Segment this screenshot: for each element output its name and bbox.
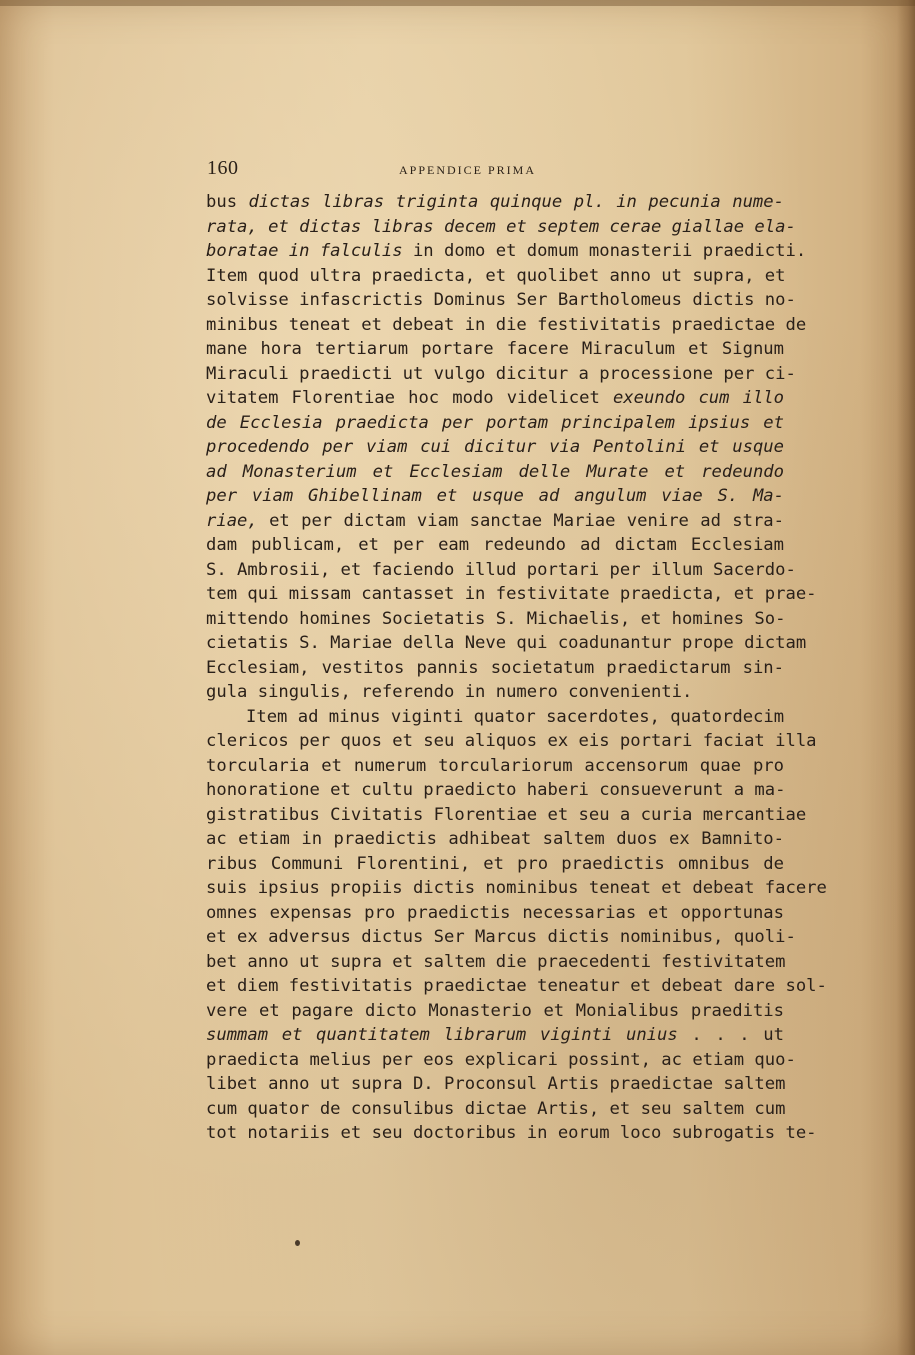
text-line xyxy=(206,460,784,485)
text-line xyxy=(206,607,784,632)
text-segment: clericos per quos et seu aliquos ex eis portari faciat illa xyxy=(206,731,817,751)
text-line xyxy=(206,1048,796,1073)
text-line xyxy=(206,901,784,926)
text-segment: minibus teneat et debeat in die festivitatis praedictae de xyxy=(206,314,807,335)
italic-segment: per viam Ghibellinam et usque ad angulum viae S. Ma- xyxy=(206,486,784,506)
text-line xyxy=(206,386,784,411)
text-line xyxy=(206,1072,784,1097)
italic-segment: procedendo per viam cui dicitur via Pentolini et usque xyxy=(206,437,784,457)
text-line xyxy=(206,288,796,313)
text-line xyxy=(206,313,807,338)
text-segment: cum quator de consulibus dictae Artis, et seu saltem cum xyxy=(206,1098,786,1119)
text-line xyxy=(206,215,796,240)
text-segment: omnes expensas pro praedictis necessarias et opportunas xyxy=(206,902,784,923)
text-segment: in domo et domum monasterii praedicti. xyxy=(402,241,807,261)
text-line xyxy=(206,1121,817,1146)
text-line xyxy=(206,362,796,387)
text-line xyxy=(206,999,784,1024)
text-segment: gula singulis, referendo in numero convenienti. xyxy=(206,682,693,702)
text-segment: tot notariis et seu doctoribus in eorum loco subrogatis te- xyxy=(206,1123,817,1143)
text-segment: solvisse infascrictis Dominus Ser Bartholomeus dictis no- xyxy=(206,290,796,310)
italic-segment: rata, et dictas libras decem et septem cerae giallae ela- xyxy=(206,216,796,237)
text-segment: suis ipsius propiis dictis nominibus teneat et debeat facere xyxy=(206,878,827,898)
italic-segment: boratae in falculis xyxy=(206,241,403,261)
text-line xyxy=(206,264,784,289)
text-line xyxy=(206,435,784,460)
paper-speck xyxy=(295,1240,300,1246)
text-segment: tem qui missam cantasset in festivitate praedicta, et prae- xyxy=(206,584,817,604)
text-segment: honoratione et cultu praedicto haberi consueverunt a ma- xyxy=(206,780,786,800)
text-line xyxy=(206,925,796,950)
text-line xyxy=(206,1097,784,1122)
text-line xyxy=(206,411,784,436)
page-top-edge xyxy=(0,0,915,6)
text-line xyxy=(206,484,784,509)
italic-segment: summam et quantitatem librarum viginti unius xyxy=(206,1025,678,1045)
text-line xyxy=(206,729,817,754)
page-spine-edge xyxy=(897,0,915,1355)
text-line xyxy=(206,509,784,534)
italic-segment: riae, xyxy=(206,510,258,531)
text-segment: et per dictam viam sanctae Mariae venire ad stra- xyxy=(257,510,784,531)
italic-segment: dictas libras triginta quinque pl. in pecunia nume- xyxy=(248,192,784,212)
text-segment: Item quod ultra praedicta, et quolibet anno ut supra, et xyxy=(206,265,786,286)
text-line xyxy=(206,852,784,877)
page-number: 160 xyxy=(207,157,239,179)
text-line xyxy=(206,705,784,730)
text-segment: gistratibus Civitatis Florentiae et seu a curia mercantiae xyxy=(206,804,807,825)
text-line xyxy=(206,876,827,901)
text-segment: mane hora tertiarum portare facere Miraculum et Signum xyxy=(206,339,784,359)
text-segment: praedicta melius per eos explicari possint, ac etiam quo- xyxy=(206,1049,796,1070)
text-line xyxy=(206,631,807,656)
text-line xyxy=(206,533,784,558)
text-segment: bet anno ut supra et saltem die praecedenti festivitatem xyxy=(206,951,786,972)
text-segment: Miraculi praedicti ut vulgo dicitur a processione per ci- xyxy=(206,363,796,384)
text-line xyxy=(206,190,784,215)
text-line xyxy=(206,950,784,975)
italic-segment: exeundo cum illo xyxy=(612,388,784,408)
text-segment: Item ad minus viginti quator sacerdotes, quatordecim xyxy=(246,706,785,727)
text-segment: bus xyxy=(206,192,249,212)
text-segment: vere et pagare dicto Monasterio et Monialibus praeditis xyxy=(206,1000,784,1021)
running-title: APPENDICE PRIMA xyxy=(399,163,537,177)
text-line xyxy=(206,337,784,362)
text-segment: ac etiam in praedictis adhibeat saltem duos ex Bamnito- xyxy=(206,829,784,849)
text-line xyxy=(206,778,784,803)
text-line xyxy=(206,974,827,999)
text-line xyxy=(206,754,784,779)
text-segment: et ex adversus dictus Ser Marcus dictis nominibus, quoli- xyxy=(206,927,796,947)
text-segment: . . . ut xyxy=(677,1025,784,1045)
text-line xyxy=(206,239,807,264)
text-segment: libet anno ut supra D. Proconsul Artis praedictae saltem xyxy=(206,1074,786,1094)
text-segment: Ecclesiam, vestitos pannis societatum praedictarum sin- xyxy=(206,657,784,678)
text-line xyxy=(206,680,784,705)
text-line xyxy=(206,656,784,681)
text-segment: dam publicam, et per eam redeundo ad dictam Ecclesiam xyxy=(206,535,784,555)
text-segment: ribus Communi Florentini, et pro praedictis omnibus de xyxy=(206,853,784,874)
italic-segment: ad Monasterium et Ecclesiam delle Murate et redeundo xyxy=(206,461,784,482)
text-line xyxy=(206,582,817,607)
text-segment: vitatem Florentiae hoc modo videlicet xyxy=(206,388,613,408)
text-line xyxy=(206,827,784,852)
text-segment: et diem festivitatis praedictae teneatur et debeat dare sol- xyxy=(206,976,827,996)
text-line xyxy=(206,803,807,828)
body-text xyxy=(206,190,827,1146)
text-line xyxy=(206,1023,784,1048)
italic-segment: de Ecclesia praedicta per portam principalem ipsius et xyxy=(206,412,784,433)
text-segment: S. Ambrosii, et faciendo illud portari per illum Sacerdo- xyxy=(206,559,796,580)
running-header xyxy=(207,157,782,183)
text-segment: mittendo homines Societatis S. Michaelis, et homines So- xyxy=(206,608,786,629)
text-segment: cietatis S. Mariae della Neve qui coadunantur prope dictam xyxy=(206,633,807,653)
text-segment: torcularia et numerum torculariorum accensorum quae pro xyxy=(206,755,784,776)
text-line xyxy=(206,558,796,583)
